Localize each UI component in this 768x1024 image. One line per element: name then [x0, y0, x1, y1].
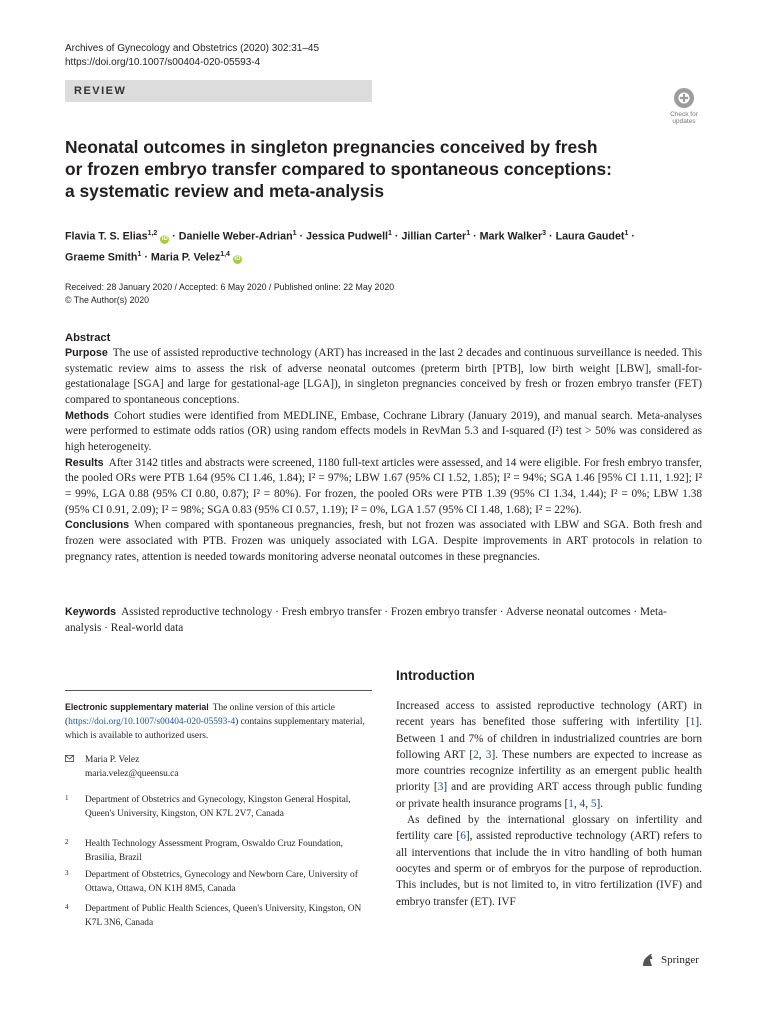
author-separator: · — [141, 251, 151, 264]
article-dates — [65, 281, 394, 307]
intro-text: , — [478, 748, 486, 761]
intro-text: ], assisted reproductive technology (ART) refers to all interventions that include the in vitro handling of both human oocytes and sperm or of embryos for the purpose of reproduction. This includes, but is not limited to, in vitro fertilization (IVF) and embryo transfer (ET). IVF — [396, 830, 702, 908]
affiliation-marker: 1,4 — [220, 250, 230, 258]
supp-text-end: ) contains supplementary material, which is available to authorized users. — [65, 717, 365, 742]
citation-link[interactable]: 5 — [590, 797, 597, 810]
author-line — [65, 246, 715, 267]
author-separator: · — [546, 230, 556, 243]
journal-citation — [65, 42, 319, 70]
abstract — [65, 330, 702, 565]
intro-paragraph — [396, 812, 702, 910]
abstract-methods — [65, 409, 702, 456]
citation-link[interactable]: 3 — [437, 781, 444, 794]
affiliation-text: Health Technology Assessment Program, Oswaldo Cruz Foundation, Brasilia, Brazil — [85, 839, 343, 863]
intro-text: ]. — [596, 797, 604, 810]
purpose-label: Purpose — [65, 347, 108, 359]
author-separator: · — [391, 230, 402, 243]
citation-link[interactable]: 6 — [460, 830, 466, 843]
results-text: After 3142 titles and abstracts were screened, 1180 full-text articles were assessed, and 14 were eligible. For fresh embryo transfer, the pooled ORs were PTB 1.64 (95% CI 1.46, 1.84); I² = 97%; LBW 1.67 (95% CI 1.52, 1.85); I² = 94%; SGA 1.46 [95% CI 1.11, 1.92]; I² = 99%, LGA 0.88 (95% CI 0.80, 0.87); I² = 80%). For frozen, the pooled ORs were PTB 1.39 (95% CI 1.34, 1.44); I² = 0%; LBW 1.38 (95% CI 0.91, 2.09); I² = 98%; SGA 0.83 (95% CI 0.57, 1.19); I² = 0%, LGA 1.57 (95% CI 1.48, 1.68); I² = 22%). — [65, 456, 702, 516]
intro-text: As defined by the international glossary on infertility and fertility care [ — [396, 814, 702, 843]
citation-link[interactable]: 2 — [473, 748, 479, 761]
author-separator: · — [628, 230, 635, 243]
intro-text: Increased access to assisted reproductive technology (ART) in recent years has benefited those suffering with infertility [ — [396, 700, 702, 729]
corresponding-author — [65, 753, 365, 781]
supp-doi-link[interactable]: https://doi.org/10.1007/s00404-020-05593-4 — [68, 717, 236, 728]
history-dates: Received: 28 January 2020 / Accepted: 6 May 2020 / Published online: 22 May 2020 — [65, 282, 395, 292]
envelope-icon — [65, 755, 74, 762]
citation-link[interactable]: 3 — [485, 748, 492, 761]
affiliation-marker: 1 — [624, 230, 629, 237]
conclusions-label: Conclusions — [65, 519, 130, 532]
methods-text: Cohort studies were identified from MEDLINE, Embase, Cochrane Library (January 2019), and manual search. Meta-analyses were performed to estimate odds ratios (OR) using random effects models in RevMan 5.3 and I-squared (I²) test > 50% was considered as high heterogeneity. — [65, 409, 702, 453]
author-name[interactable]: Graeme Smith — [65, 251, 138, 264]
publisher-logo — [640, 952, 699, 968]
conclusions-text: When compared with spontaneous pregnancies, fresh, but not frozen was associated with LBW and SGA. Both fresh and frozen were associated with PTB. Frozen was uniquely associated with LGA. Despite improvements in ART protocols in relation to pregnancy rates, attention is needed towards monitoring adverse neonatal outcomes in these pregnancies. — [65, 519, 702, 563]
author-separator: · — [470, 230, 480, 243]
intro-text: ]. These numbers are expected to increase as more countries recognize infertility as an emergent public health priority [ — [396, 748, 702, 794]
title-line: a systematic review and meta-analysis — [65, 181, 385, 201]
introduction-body — [396, 698, 702, 910]
crossmark-text-2: updates — [672, 118, 696, 125]
affiliation — [65, 793, 365, 821]
author-name[interactable]: Flavia T. S. Elias — [65, 230, 148, 243]
affiliation-number: 1 — [65, 794, 69, 802]
author-name[interactable]: Maria P. Velez — [150, 251, 221, 264]
affiliation-marker: 3 — [542, 230, 547, 237]
abstract-purpose — [65, 346, 702, 409]
results-label: Results — [65, 456, 104, 469]
supp-label: Electronic supplementary material — [65, 702, 209, 712]
intro-text: ]. Between 1 and 7% of children in industrialized countries are born following ART [ — [396, 716, 702, 761]
affiliation-marker: 1 — [292, 230, 297, 237]
supplementary-note — [65, 700, 372, 744]
corresponding-name: Maria P. Velez — [85, 755, 140, 765]
author-line — [65, 225, 715, 246]
affiliation-text: Department of Obstetrics and Gynecology, Kingston General Hospital, Queen's University, Kingston, ON K7L 2V7, Canada — [85, 795, 351, 819]
copyright: © The Author(s) 2020 — [65, 295, 150, 305]
author-name[interactable]: Mark Walker — [479, 230, 543, 243]
citation-link[interactable]: 1 — [689, 716, 696, 729]
affiliation-number: 4 — [65, 903, 69, 911]
affiliation-text: Department of Obstetrics, Gynecology and Newborn Care, University of Ottawa, Ottawa, ON K1H 8M5, Canada — [85, 870, 358, 894]
intro-text: , — [573, 797, 580, 810]
section-label: REVIEW — [65, 80, 372, 102]
intro-text: , — [585, 797, 591, 810]
footnote-divider — [65, 690, 372, 691]
affiliation — [65, 837, 365, 865]
article-title — [65, 136, 685, 202]
title-line: or frozen embryo transfer compared to spontaneous conceptions: — [65, 159, 612, 179]
affiliation-marker: 1 — [137, 250, 142, 258]
author-name[interactable]: Laura Gaudet — [555, 230, 625, 243]
citation-link[interactable]: 1 — [568, 797, 574, 810]
keywords — [65, 604, 685, 636]
journal-name: Archives of Gynecology and Obstetrics (2020) 302:31–45 — [65, 43, 320, 54]
doi-link[interactable]: https://doi.org/10.1007/s00404-020-05593-4 — [65, 57, 261, 68]
methods-label: Methods — [65, 409, 109, 422]
introduction-heading: Introduction — [396, 668, 475, 683]
author-name[interactable]: Jillian Carter — [401, 230, 467, 243]
affiliation — [65, 868, 365, 896]
intro-paragraph — [396, 698, 702, 812]
title-line: Neonatal outcomes in singleton pregnancies conceived by fresh — [65, 137, 598, 157]
affiliation-marker: 1,2 — [147, 230, 158, 237]
author-list — [65, 225, 715, 266]
purpose-text: The use of assisted reproductive technology (ART) has increased in the last 2 decades and continuous surveillance is needed. This systematic review aims to assess the risk of adverse neonatal outcomes (preterm birth [PTB], low birth weight [LBW], small-for-gestationalage [SGA] and large for gestational-age [LGA]), in singleton pregnancies conceived by fresh or frozen embryo transfer (FET) compared to spontaneous conceptions. — [65, 347, 702, 406]
crossmark-icon — [664, 85, 704, 125]
affiliation-text: Department of Public Health Sciences, Queen's University, Kingston, ON K7L 3N6, Canada — [85, 904, 362, 928]
affiliation — [65, 902, 365, 930]
abstract-heading: Abstract — [65, 332, 111, 344]
affiliation-number: 2 — [65, 838, 69, 846]
keywords-label: Keywords — [65, 606, 117, 618]
orcid-icon[interactable]: iD — [234, 256, 241, 263]
author-name[interactable]: Jessica Pudwell — [306, 230, 389, 243]
springer-horse-icon — [640, 952, 656, 968]
abstract-conclusions — [65, 518, 702, 565]
author-separator: · — [169, 230, 179, 243]
supp-text: The online version of this article ( — [65, 703, 335, 728]
affiliation-number: 3 — [65, 869, 69, 877]
affiliation-marker: 1 — [466, 230, 471, 237]
affiliation-marker: 1 — [388, 230, 392, 237]
keywords-text: Assisted reproductive technology · Fresh embryo transfer · Frozen embryo transfer · Adverse neonatal outcomes · Meta-analysis · Real-world data — [65, 606, 667, 634]
crossmark-badge[interactable] — [664, 85, 704, 125]
publisher-name: Springer — [661, 954, 699, 966]
crossmark-text-1: Check for — [670, 111, 698, 118]
citation-link[interactable]: 4 — [579, 797, 586, 810]
abstract-results — [65, 456, 702, 519]
author-separator: · — [296, 230, 307, 243]
orcid-icon[interactable]: iD — [161, 235, 168, 242]
intro-text: ] and are providing ART access through public funding or private health insurance programs [ — [396, 781, 702, 810]
corresponding-email[interactable]: maria.velez@queensu.ca — [85, 769, 179, 779]
author-name[interactable]: Danielle Weber-Adrian — [178, 230, 293, 243]
